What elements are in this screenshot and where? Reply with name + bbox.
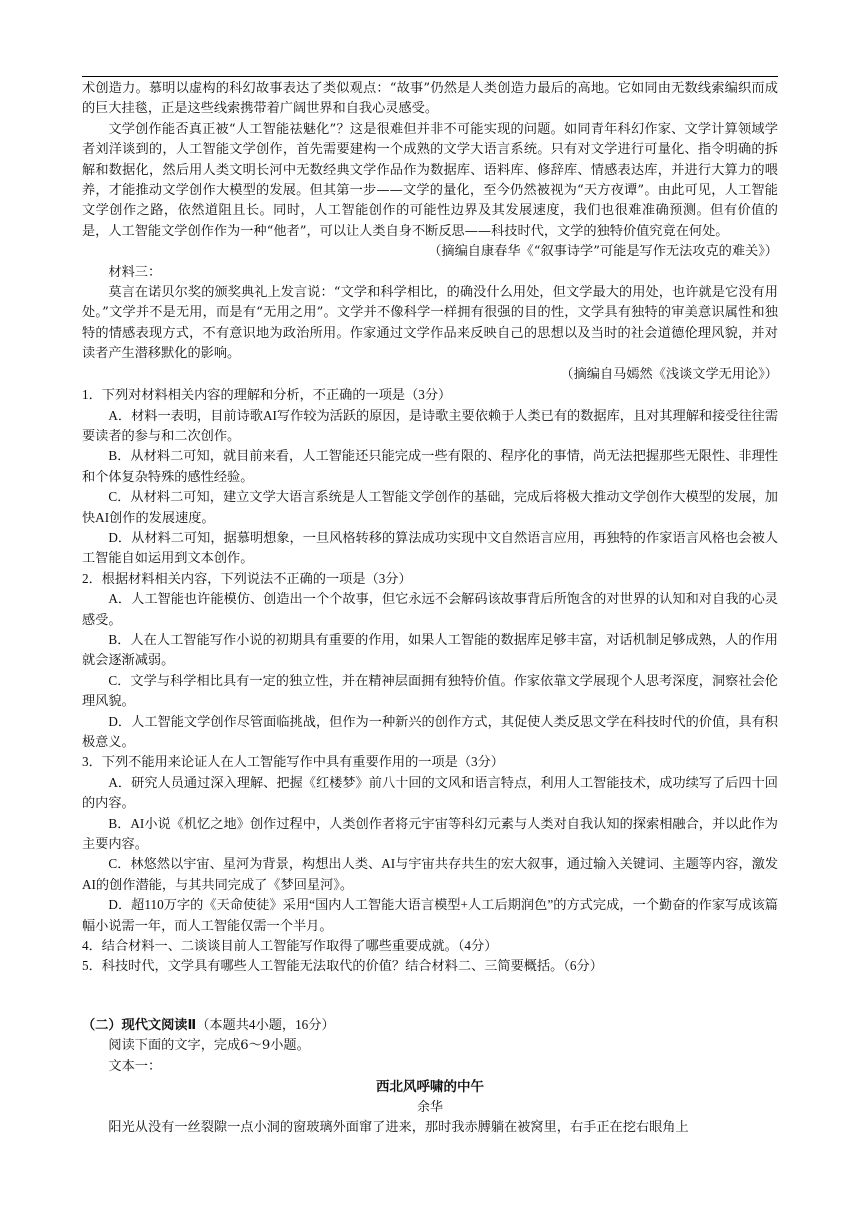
question-3-option-a: A．研究人员通过深入理解、把握《红楼梦》前八十回的文风和语言特点，利用人工智能技术，成功续写了后四十回的内容。	[82, 774, 778, 811]
question-3-option-d: D．超110万字的《天命使徒》采用“国内人工智能大语言模型+人工后期润色”的方式完成，一个勤奋的作家写成该篇幅小说需一年，而人工智能仅需一个半月。	[82, 897, 778, 933]
section-heading	[82, 1015, 778, 1036]
question-1-option-d: D．从材料二可知，据慕明想象，一旦风格转移的算法成功实现中文自然语言应用，再独特的作家语言风格也会被人工智能自如运用到文本创作。	[82, 529, 778, 566]
question-2-option-c: C．文学与科学相比具有一定的独立性，并在精神层面拥有独特价值。作家依靠文学展现个人思考深度，洞察社会伦理风貌。	[82, 672, 778, 709]
section-heading-note: （本题共4小题，16分）	[196, 1016, 335, 1032]
section-heading-title: （二）现代文阅读Ⅱ	[82, 1017, 197, 1033]
reading-instruction: 阅读下面的文字，完成6～9小题。	[108, 1038, 310, 1054]
question-1-option-c: C．从材料二可知，建立文学大语言系统是人工智能文学创作的基础，完成后将极大推动文学创作大模型的发展，加快AI创作的发展速度。	[82, 489, 778, 525]
article-author: 余华	[416, 1099, 443, 1115]
text-label: 文本一：	[108, 1058, 162, 1074]
question-5: 5．科技时代，文学具有哪些人工智能无法取代的价值？结合材料二、三简要概括。（6分）	[82, 958, 603, 974]
question-3-option-b: B．AI小说《机忆之地》创作过程中，人类创作者将元宇宙等科幻元素与人类对自我认知的探索相融合，并以此作为主要内容。	[82, 815, 778, 852]
material2-para2: 文学创作能否真正被“人工智能祛魅化”？这是很难但并非不可能实现的问题。如同青年科幻作家、文学计算领域学者刘洋谈到的，人工智能文学创作，首先需要建构一个成熟的文学大语言系统。只有对文学进行可量化、指令明确的拆解和数据化，然后用人类文明长河中无数经典文学作品作为数据库、语料库、修辞库、情感表达库，并进行大算力的喂养，才能推动文学创作大模型的发展。但其第一步——文学的量化，至今仍然被视为“天方夜谭”。由此可见，人工智能文学创作之路，依然道阻且长。同时，人工智能创作的可能性边界及其发展速度，我们也很难准确预测。但有价值的是，人工智能文学创作作为一种“他者”，可以让人类自身不断反思——科技时代，文学的独特价值究竟在何处。	[82, 121, 778, 239]
question-3-stem: 3．下列不能用来论证人在人工智能写作中具有重要作用的一项是（3分）	[82, 754, 504, 770]
material3-source: （摘编自马嫣然《浅谈文学无用论》）	[560, 366, 778, 382]
question-1-option-a: A．材料一表明，目前诗歌AI写作较为活跃的原因，是诗歌主要依赖于人类已有的数据库，且对其理解和接受往往需要读者的参与和二次创作。	[82, 407, 779, 443]
question-2-stem: 2．根据材料相关内容，下列说法不正确的一项是（3分）	[82, 570, 412, 586]
question-4: 4．结合材料一、二谈谈目前人工智能写作取得了哪些重要成就。（4分）	[82, 938, 498, 954]
exam-page	[82, 76, 778, 1138]
material3-para: 莫言在诺贝尔奖的颁奖典礼上发言说：“文学和科学相比，的确没什么用处，但文学最大的用处，也许就是它没有用处。”文学并不是无用，而是有“无用之用”。文学并不像科学一样拥有很强的目的性，文学具有独特的审美意识属性和独特的情感表现方式，不有意识地为政治所用。作家通过文学作品来反映自己的思想以及当时的社会道德伦理风貌，并对读者产生潜移默化的影响。	[82, 285, 778, 362]
question-2-option-a: A．人工智能也许能模仿、创造出一个个故事，但它永远不会解码该故事背后所饱含的对世界的认知和对自我的心灵感受。	[82, 591, 778, 627]
question-2-option-d: D．人工智能文学创作尽管面临挑战，但作为一种新兴的创作方式，其促使人类反思文学在科技时代的价值，具有积极意义。	[82, 713, 778, 749]
question-3-option-c: C．林悠然以宇宙、星河为背景，构想出人类、AI与宇宙共存共生的宏大叙事，通过输入关键词、主题等内容，激发AI的创作潜能，与其共同完成了《梦回星河》。	[82, 856, 778, 892]
article-title: 西北风呼啸的中午	[376, 1079, 484, 1096]
material2-para1: 术创造力。慕明以虚构的科幻故事表达了类似观点：“故事”仍然是人类创造力最后的高地。它如同由无数线索编织而成的巨大挂毯，正是这些线索携带着广阔世界和自我心灵感受。	[82, 81, 778, 117]
material3-label: 材料三：	[108, 264, 162, 280]
article-first-line: 阳光从没有一丝裂隙一点小洞的窗玻璃外面窜了进来，那时我赤膊躺在被窝里，右手正在挖右眼角上	[108, 1119, 689, 1135]
header-rule	[82, 76, 778, 77]
question-1-option-b: B．从材料二可知，就目前来看，人工智能还只能完成一些有限的、程序化的事情，尚无法把握那些无限性、非理性和个体复杂特殊的感性经验。	[82, 448, 778, 484]
question-1-stem: 1．下列对材料相关内容的理解和分析，不正确的一项是（3分）	[82, 387, 452, 403]
question-2-option-b: B．人在人工智能写作小说的初期具有重要的作用，如果人工智能的数据库足够丰富，对话机制足够成熟，人的作用就会逐渐减弱。	[82, 631, 778, 668]
material2-source: （摘编自康春华《“叙事诗学”可能是写作无法攻克的难关》）	[428, 244, 778, 260]
